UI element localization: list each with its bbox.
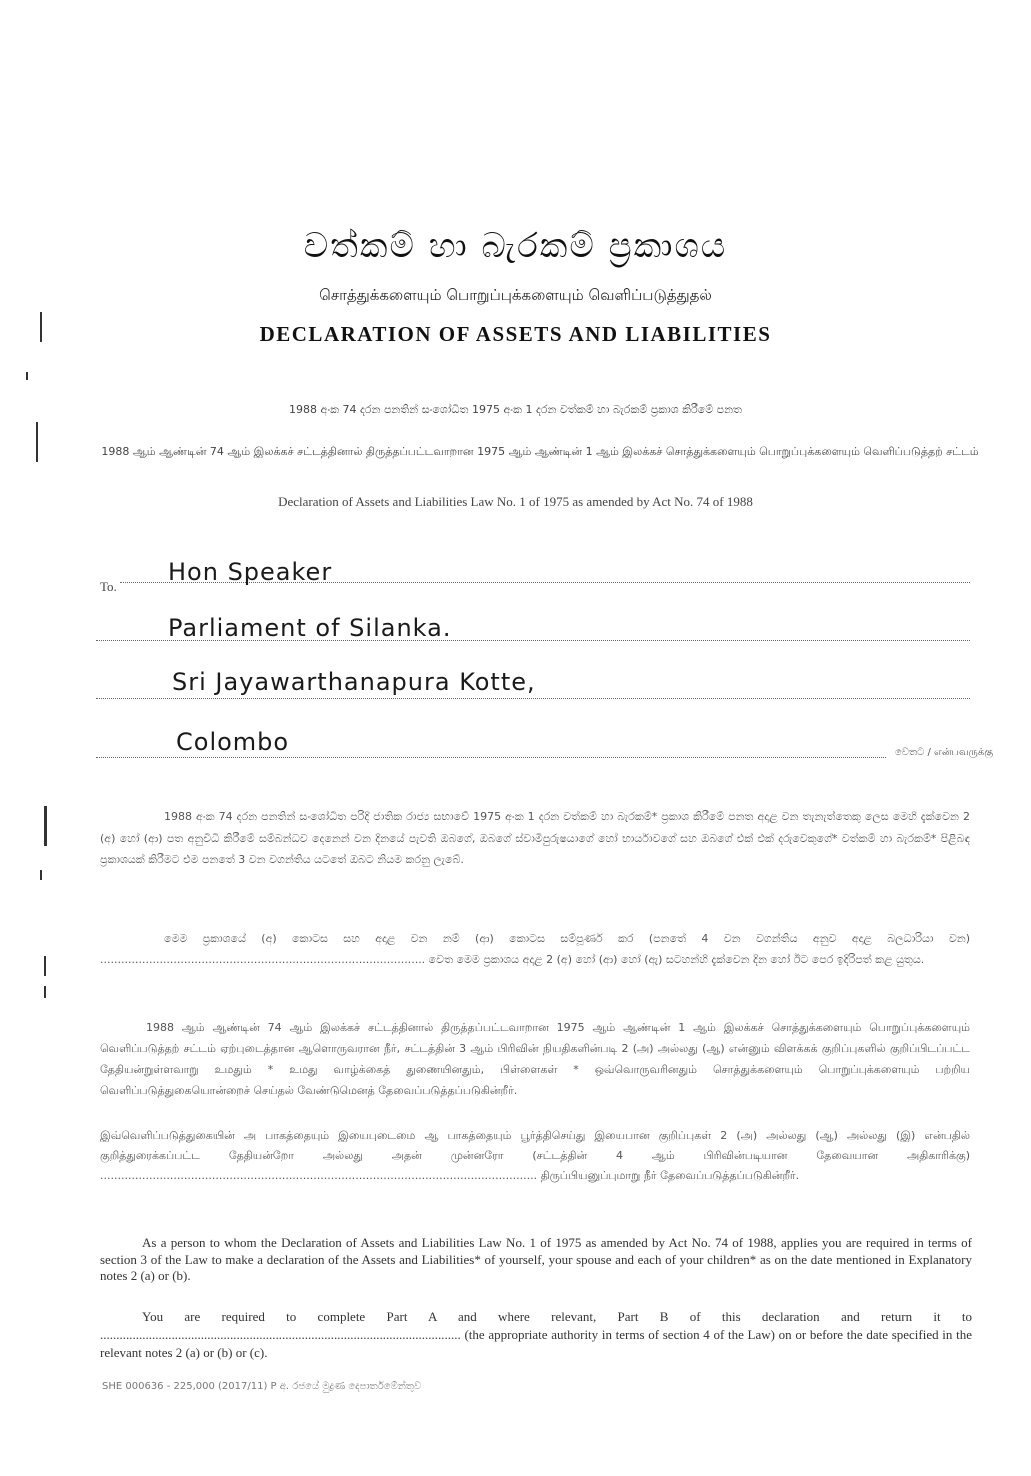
address-line-3-rule xyxy=(96,698,970,699)
title-tamil: சொத்துக்களையும் பொறுப்புக்களையும் வெளிப்படுத்துதல் xyxy=(319,286,712,304)
address-line-4-rule xyxy=(96,757,886,758)
to-label: To. xyxy=(100,579,117,594)
paragraph-english-2: You are required to complete Part A and where relevant, Part B of this declaration and return it to ............................................................................................................... (the appropriate authority in terms of section 4 of the Law) on or before the date specified in the relevant notes 2 (a) or (b) or (c). xyxy=(100,1309,972,1360)
paragraph-sinhala-2: මෙම ප්‍රකාශයේ (අ) කොටස සහ අදාළ වන නම් (ආ) කොටස සම්පූර්ණ කර (පනතේ 4 වන වගන්තිය අනුව අදාළ බලධාරියා වන) ............................................................................................. වෙත මෙම ප්‍රකාශය අදාළ 2 (අ) හෝ (ආ) හෝ (ඇ) සටහන්හි දැක්වෙන දින හෝ ඊට පෙර ඉදිරිපත් කළ යුතුය. xyxy=(100,932,970,966)
paragraph-sinhala-1: 1988 අංක 74 දරන පනතින් සංශෝධිත පරිදි ජාතික රාජ්‍ය සභාවේ 1975 අංක 1 දරන වත්කම් හා බැරකම්* ප්‍රකාශ කිරීමේ පනත අදාළ වන තැනැත්තෙකු ලෙස මෙහි දැක්වෙන 2 (අ) හෝ (ආ) පත අනුවිධි කිරීමේ සම්බන්ධව දෙනෙන් වන දිනයේ පැවති ඔබගේ, ඔබගේ ස්වාමිපුරුෂයාගේ හෝ භාර්යාවගේ සහ ඔබගේ එක් එක් දරුවෙකුගේ* වත්කම් හා බැරකම්* පිළිබඳ ප්‍රකාශයක් කිරීමට එම පනතේ 3 වන වගන්තිය යටතේ ඔබට නියම කරනු ලැබේ. xyxy=(100,810,970,866)
law-reference-sinhala: 1988 අංක 74 දරන පනතින් සංශෝධිත 1975 අංක 1 දරන වත්කම් හා බැරකම් ප්‍රකාශ කිරීමේ පනත xyxy=(289,403,742,416)
law-reference-tamil: 1988 ஆம் ஆண்டின் 74 ஆம் இலக்கச் சட்டத்தினால் திருத்தப்பட்டவாறான 1975 ஆம் ஆண்டின் 1 ஆம் இலக்கச் சொத்துக்களையும் பொறுப்புக்களையும் வெளிப்படுத்தற் சட்டம் xyxy=(101,445,979,458)
paragraph-tamil-2: இவ்வெளிப்படுத்துகையின் அ பாகத்தையும் இயைபுடைமை ஆ பாகத்தையும் பூர்த்திசெய்து இயைபான குறிப்புகள் 2 (அ) அல்லது (ஆ) அல்லது (இ) என்பதில் குறித்துரைக்கப்பட்ட தேதியன்றோ அல்லது அதன் முன்னரோ (சட்டத்தின் 4 ஆம் பிரிவின்படியான தேவையான அதிகாரிக்கு) ............................................................................................................................. திருப்பியனுப்புமாறு நீர் தேவைப்படுத்தப்படுகின்றீர். xyxy=(100,1129,970,1182)
address-suffix: වෙතට / என்பவருக்கு xyxy=(895,747,994,758)
title-sinhala: වත්කම් හා බැරකම් ප්‍රකාශය xyxy=(303,226,728,266)
binding-mark xyxy=(44,956,46,976)
address-line-4[interactable]: Colombo xyxy=(176,728,290,756)
paragraph-english-1: As a person to whom the Declaration of Assets and Liabilities Law No. 1 of 1975 as amended by Act No. 74 of 1988, applies you are required in terms of section 3 of the Law to make a declaration of the Assets and Liabilities* of yourself, your spouse and each of your children* as on the date mentioned in Explanatory notes 2 (a) or (b). xyxy=(100,1235,972,1283)
binding-mark xyxy=(44,806,47,846)
address-line-1[interactable]: Hon Speaker xyxy=(168,558,333,586)
law-reference-english: Declaration of Assets and Liabilities Law No. 1 of 1975 as amended by Act No. 74 of 1988 xyxy=(278,494,753,509)
binding-mark xyxy=(44,986,46,998)
address-line-2[interactable]: Parliament of Silanka. xyxy=(168,614,452,642)
binding-mark xyxy=(26,372,28,380)
binding-mark xyxy=(36,422,38,462)
address-line-3[interactable]: Sri Jayawarthanapura Kotte, xyxy=(172,668,536,696)
footer-print-code: SHE 000636 - 225,000 (2017/11) P අ. රජයේ මුද්‍රණ දෙපාර්තමේන්තුව xyxy=(102,1381,422,1392)
paragraph-tamil-1: 1988 ஆம் ஆண்டின் 74 ஆம் இலக்கச் சட்டத்தினால் திருத்தப்பட்டவாறான 1975 ஆம் ஆண்டின் 1 ஆம் இலக்கச் சொத்துக்களையும் பொறுப்புக்களையும் வெளிப்படுத்தற் சட்டம் ஏற்புடைத்தான ஆளொருவரான நீர், சட்டத்தின் 3 ஆம் பிரிவின் நியதிகளின்படி 2 (அ) அல்லது (ஆ) என்னும் விளக்கக் குறிப்புகளில் குறிப்பிடப்பட்ட தேதியன்றுள்ளவாறு உமதும் * உமது வாழ்க்கைத் துணையினதும், பிள்ளைகள் * ஒவ்வொருவரினதும் சொத்துக்களையும் பொறுப்புக்களையும் பற்றிய வெளிப்படுத்துகையொன்றைச் செய்தல் வேண்டுமெனத் தேவைப்படுத்தப்படுகின்றீர். xyxy=(100,1021,970,1097)
binding-mark xyxy=(40,312,42,342)
title-english: DECLARATION OF ASSETS AND LIABILITIES xyxy=(259,322,772,346)
binding-mark xyxy=(40,870,42,880)
